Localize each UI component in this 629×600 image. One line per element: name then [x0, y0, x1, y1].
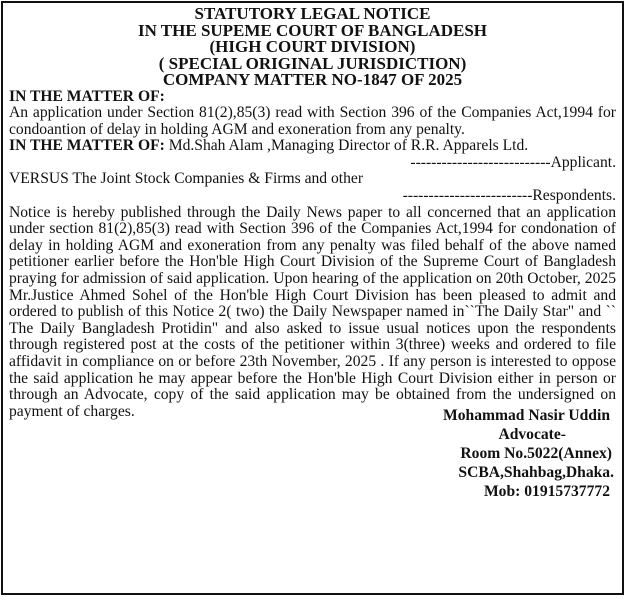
matter-application-text: An application under Section 81(2),85(3) read with Section 396 of the Companies Act,1994 for condoantion of delay in holding AGM and exoneration from any penalty. [9, 104, 616, 138]
heading-line-notice-type: STATUTORY LEGAL NOTICE [194, 4, 431, 23]
applicant-line: ---------------------------Applicant. [410, 153, 616, 171]
heading-line-court: IN THE SUPEME COURT OF BANGLADESH [137, 20, 488, 40]
notice-paragraph: Notice is hereby published through the Daily News paper to all concerned that an application under section 81(2),85(3) read with Section 396 of the Companies Act,1994 for condonation of delay in holding AGM and exoneration from any penalty was filed behalf of the above named petitioner earlier before the Hon'ble High Court Division of the Supreme Court of Bangladesh praying for admission of said application. Upon hearing of the application on 20th October, 2025 Mr.Justice Ahmed Sohel of the Hon'ble High Court Division has been pleased to admit and ordered to publish of this Notice 2( two) the Daily Newspaper named in``The Daily Star" and `` The Daily Bangladesh Protidin" and also asked to issue usual notices upon the respondents through registered post at the costs of the petitioner within 3(three) weeks and ordered to file affidavit in compliance on or before 23th November, 2025 . If any person is interested to oppose the said application he may appear before the Hon'ble High Court Division either in person or through an Advocate, copy of the said application may be obtained from the undersigned on payment of charges. [9, 203, 616, 420]
heading-line-jurisdiction: ( SPECIAL ORIGINAL JURISDICTION) [158, 53, 467, 73]
notice-heading [9, 6, 616, 89]
advocate-mobile: Mob: 01915737772 [483, 483, 610, 501]
matter-petitioner [9, 138, 616, 155]
matter-label-2: IN THE MATTER OF: [9, 137, 165, 155]
heading-line-matter-number: COMPANY MATTER NO-1847 OF 2025 [162, 70, 463, 89]
advocate-address: SCBA,Shahbag,Dhaka. [458, 464, 614, 482]
respondents-line: -------------------------Respondents. [402, 187, 616, 205]
advocate-signature [9, 406, 616, 501]
advocate-title: Advocate- [498, 426, 566, 444]
heading-line-division: (HIGH COURT DIVISION) [209, 37, 416, 56]
notice-body [9, 89, 616, 421]
petitioner-text: Md.Shah Alam ,Managing Director of R.R. Apparels Ltd. [164, 137, 529, 155]
versus-line: VERSUS The Joint Stock Companies & Firms and other [9, 170, 364, 188]
advocate-room: Room No.5022(Annex) [460, 445, 612, 463]
matter-label: IN THE MATTER OF: [9, 87, 165, 105]
advocate-name: Mohammad Nasir Uddin [443, 407, 610, 425]
notice-frame [1, 1, 624, 595]
